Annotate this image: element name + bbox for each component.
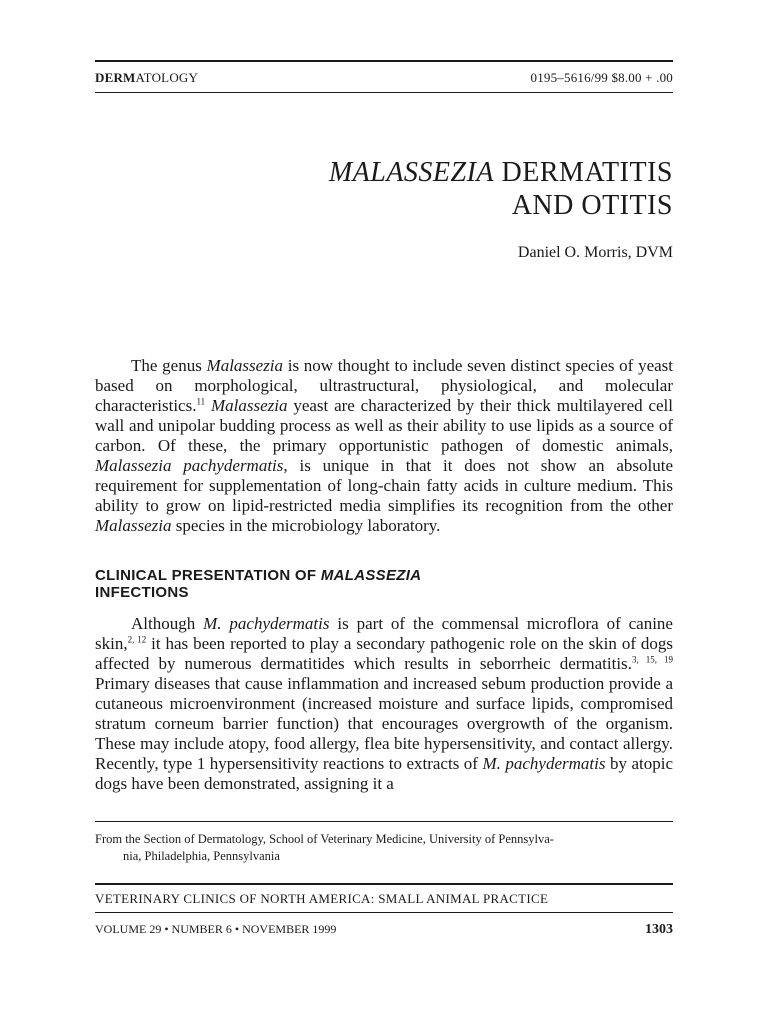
journal-section-name: DERMATOLOGY <box>95 70 199 85</box>
intro-run: , is unique in that it does not show an absolute requirement for supplementation of long-chain fatty acids in culture medium. This ability to grow on lipid-restricted media simplifies its recognition from the other <box>95 456 673 515</box>
clinical-run: Although <box>131 614 204 633</box>
clinical-run: it has been reported to play a secondary pathogenic role on the skin of dogs affected by numerous dermatitides which results in seborrheic dermatitis. <box>95 634 673 673</box>
header-top-rule <box>95 60 673 62</box>
intro-run: Malassezia pachydermatis <box>95 456 284 475</box>
intro-run: species in the microbiology laboratory. <box>171 516 441 535</box>
clinical-run: Primary diseases that cause inflammation and increased sebum production provide a cutaneous microenvironment (increased moisture and surface lipids, compromised stratum corneum barrier function) that encourages overgrowth of the organism. These may include atopy, food allergy, flea bite hypersensitivity, and contact allergy. Recently, type 1 hypersensitivity reactions to extracts of <box>95 674 673 773</box>
clinical-paragraph-block <box>95 614 673 794</box>
intro-run: Malassezia <box>206 356 284 375</box>
intro-paragraph-block <box>95 356 673 536</box>
clinical-run: is part of the commensal microflora of canine skin, <box>95 614 673 653</box>
intro-run: Malassezia <box>210 396 288 415</box>
footnote-rule <box>95 821 673 822</box>
journal-rule-bottom <box>95 912 673 913</box>
volume-footer <box>95 922 673 938</box>
section-heading: CLINICAL PRESENTATION OF MALASSEZIA INFECTIONS <box>95 567 422 601</box>
volume-info: VOLUME 29 • NUMBER 6 • NOVEMBER 1999 <box>95 922 337 936</box>
header-bottom-rule <box>95 92 673 93</box>
clinical-run: 2, 12 <box>127 634 147 645</box>
intro-run: The genus <box>131 356 207 375</box>
affiliation-footnote: From the Section of Dermatology, School of Veterinary Medicine, University of Pennsylva- nia, Philadelphia, Pennsylvania <box>95 832 554 863</box>
intro-run: is now thought to include seven distinct species of yeast based on morphological, ultrastructural, physiological, and molecular characteristics. <box>95 356 673 415</box>
article-title: MALASSEZIA DERMATITIS AND OTITIS <box>328 157 673 221</box>
author-name: Daniel O. Morris, DVM <box>517 244 673 261</box>
clinical-run: M. pachydermatis <box>482 754 606 773</box>
intro-run: Malassezia <box>95 516 172 535</box>
page-number: 1303 <box>645 922 673 937</box>
intro-run: 11 <box>196 396 206 407</box>
journal-name-footer: VETERINARY CLINICS OF NORTH AMERICA: SMALL ANIMAL PRACTICE <box>95 891 549 906</box>
intro-paragraph <box>95 356 673 536</box>
clinical-run: by atopic dogs have been demonstrated, assigning it a <box>95 754 673 793</box>
issn-price: 0195–5616/99 $8.00 + .00 <box>530 70 673 85</box>
clinical-run: M. pachydermatis <box>203 614 330 633</box>
journal-rule-top <box>95 883 673 885</box>
intro-run: yeast are characterized by their thick multilayered cell wall and unipolar budding process as well as their ability to use lipids as a source of carbon. Of these, the primary opportunistic pathogen of domestic animals, <box>95 396 673 455</box>
running-header <box>95 70 673 86</box>
clinical-paragraph <box>95 614 673 794</box>
clinical-run: 3, 15, 19 <box>631 654 673 665</box>
